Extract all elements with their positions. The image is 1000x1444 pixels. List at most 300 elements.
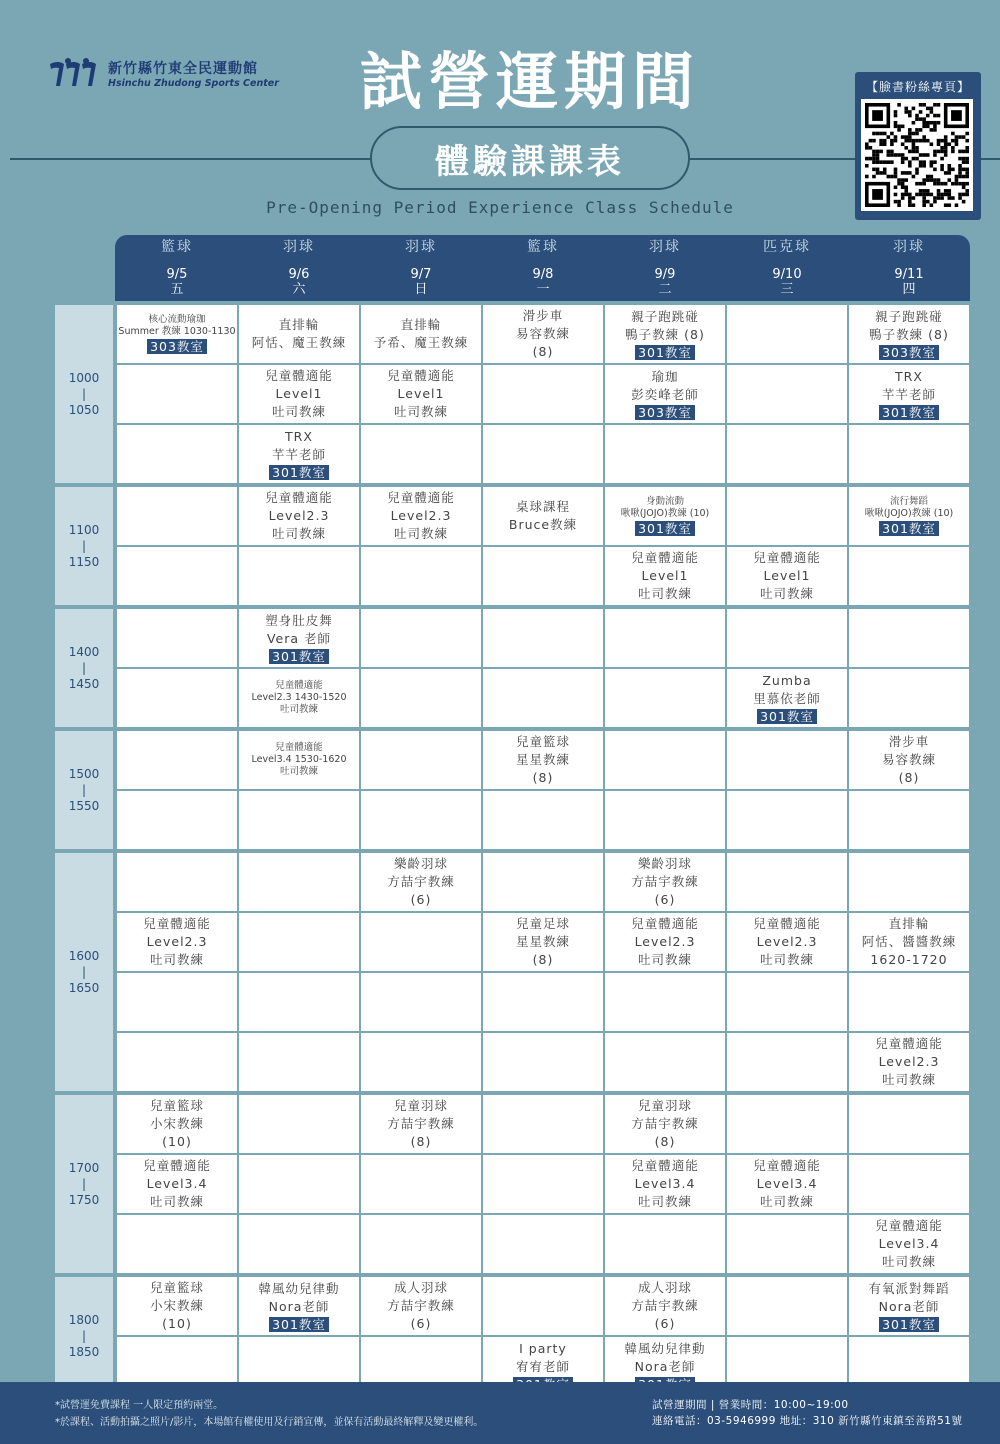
- class-cell[interactable]: [361, 1095, 481, 1153]
- time-start: 1100: [68, 523, 100, 537]
- class-cell[interactable]: [849, 365, 969, 423]
- class-cell[interactable]: [605, 305, 725, 363]
- class-cell[interactable]: [605, 487, 725, 545]
- empty-cell: [605, 731, 725, 789]
- time-end: 1750: [68, 1193, 100, 1207]
- time-separator: |: [81, 661, 87, 675]
- facebook-qr-panel: [855, 72, 981, 220]
- class-detail: Level2.3: [756, 934, 818, 949]
- class-name: I party: [519, 1341, 567, 1356]
- empty-cell: [849, 973, 969, 1031]
- class-detail: 吐司教練: [393, 526, 448, 541]
- empty-cell: [361, 731, 481, 789]
- empty-cell: [605, 425, 725, 483]
- empty-cell: [727, 973, 847, 1031]
- time-end: 1650: [68, 981, 100, 995]
- empty-cell: [361, 609, 481, 667]
- time-slot-label: [55, 487, 113, 605]
- class-detail: (8): [532, 952, 554, 967]
- empty-cell: [849, 669, 969, 727]
- class-cell[interactable]: [483, 305, 603, 363]
- class-cell[interactable]: [849, 487, 969, 545]
- class-detail: (8): [532, 770, 554, 785]
- time-start: 1000: [68, 371, 100, 385]
- class-cell[interactable]: [849, 305, 969, 363]
- time-end: 1450: [68, 677, 100, 691]
- date-label: [727, 267, 847, 297]
- class-name: 兒童體適能: [143, 1158, 211, 1173]
- date-label: [239, 267, 359, 297]
- class-detail: (10): [162, 1316, 192, 1331]
- time-end: 1050: [68, 403, 100, 417]
- empty-cell: [117, 1033, 237, 1091]
- footer: [0, 1382, 1000, 1444]
- class-detail: 芊芊老師: [881, 387, 936, 402]
- class-name: 滑步車: [888, 734, 930, 749]
- empty-cell: [361, 669, 481, 727]
- class-detail: 予希、魔王教練: [373, 335, 469, 350]
- class-cell[interactable]: [239, 731, 359, 789]
- date-value: 9/9: [654, 267, 676, 282]
- class-detail: 方喆宇教練: [631, 874, 699, 889]
- class-detail: 方喆宇教練: [631, 1298, 699, 1313]
- class-cell[interactable]: [361, 487, 481, 545]
- empty-cell: [849, 425, 969, 483]
- class-name: 兒童體適能: [631, 550, 699, 565]
- class-name: 兒童籃球: [149, 1280, 204, 1295]
- class-cell[interactable]: [117, 1277, 237, 1335]
- footer-contact: 連絡電話：03-5946999 地址：310 新竹縣竹東鎮至善路51號: [652, 1415, 963, 1427]
- empty-cell: [727, 1033, 847, 1091]
- class-detail: 吐司教練: [759, 1194, 814, 1209]
- class-cell[interactable]: [605, 1277, 725, 1335]
- class-name: 成人羽球: [393, 1280, 448, 1295]
- class-name: 樂齡羽球: [637, 856, 692, 871]
- empty-cell: [239, 913, 359, 971]
- empty-cell: [239, 1033, 359, 1091]
- class-detail: Level2.3: [878, 1054, 940, 1069]
- class-name: 兒童籃球: [515, 734, 570, 749]
- class-name: 兒童體適能: [753, 1158, 821, 1173]
- class-name: 兒童體適能: [265, 490, 333, 505]
- date-label: [605, 267, 725, 297]
- class-detail: 吐司教練: [637, 952, 692, 967]
- empty-cell: [361, 791, 481, 849]
- weekday-value: 日: [414, 282, 428, 297]
- time-separator: |: [81, 1177, 87, 1191]
- date-value: 9/5: [166, 267, 188, 282]
- page-title: 試營運期間: [360, 45, 701, 118]
- empty-cell: [239, 1215, 359, 1273]
- class-name: 成人羽球: [637, 1280, 692, 1295]
- class-cell[interactable]: [483, 913, 603, 971]
- date-label: [117, 267, 237, 297]
- class-name: 兒童體適能: [875, 1218, 943, 1233]
- class-name: 塑身肚皮舞: [265, 613, 333, 628]
- empty-cell: [117, 547, 237, 605]
- date-label: [483, 267, 603, 297]
- class-detail: (10): [162, 1134, 192, 1149]
- empty-cell: [239, 547, 359, 605]
- class-detail: (6): [654, 892, 676, 907]
- class-detail: 芊芊老師: [271, 447, 326, 462]
- class-detail: Level1: [275, 386, 323, 401]
- class-cell[interactable]: [605, 913, 725, 971]
- empty-cell: [483, 1095, 603, 1153]
- empty-cell: [239, 1155, 359, 1213]
- weekday-value: 二: [658, 282, 672, 297]
- time-separator: |: [81, 539, 87, 553]
- class-cell[interactable]: [849, 1215, 969, 1273]
- class-name: 親子跑跳碰: [875, 309, 943, 324]
- empty-cell: [483, 609, 603, 667]
- class-cell[interactable]: [727, 913, 847, 971]
- class-name: 兒童體適能: [631, 916, 699, 931]
- class-name: 桌球課程: [515, 499, 570, 514]
- footer-note-2: *於課程、活動拍攝之照片/影片，本場館有權使用及行銷宣傳，並保有活動最終解釋及變更權利。: [55, 1417, 484, 1428]
- empty-cell: [605, 669, 725, 727]
- empty-cell: [849, 1155, 969, 1213]
- qr-label: 【臉書粉絲專頁】: [865, 80, 970, 94]
- empty-cell: [727, 791, 847, 849]
- class-name: TRX: [285, 429, 313, 444]
- empty-cell: [727, 487, 847, 545]
- class-detail: (8): [898, 770, 920, 785]
- time-slot-label: [55, 305, 113, 483]
- class-detail: 鴨子教練 (8): [625, 327, 705, 342]
- class-name: 兒童體適能: [875, 1036, 943, 1051]
- class-name: 親子跑跳碰: [631, 309, 699, 324]
- weekday-value: 三: [780, 282, 794, 297]
- time-slot-label: [55, 731, 113, 849]
- class-cell[interactable]: [849, 1033, 969, 1091]
- class-cell[interactable]: [239, 425, 359, 483]
- empty-cell: [849, 609, 969, 667]
- class-detail: 易容教練: [515, 326, 570, 341]
- class-name: 兒童體適能: [753, 916, 821, 931]
- class-name: 韓風幼兒律動: [258, 1281, 340, 1296]
- date-value: 9/11: [894, 267, 924, 282]
- class-cell[interactable]: [239, 365, 359, 423]
- sport-label: 羽球: [405, 239, 437, 255]
- empty-cell: [361, 1155, 481, 1213]
- sport-label: 匹克球: [763, 239, 811, 255]
- class-detail: 吐司教練: [279, 704, 318, 715]
- footer-note-1: *試營運免費課程 一人限定預約兩堂。: [55, 1400, 224, 1411]
- class-detail: 吐司教練: [271, 404, 326, 419]
- time-start: 1400: [68, 645, 100, 659]
- class-detail: Level2.3 1430-1520: [251, 692, 347, 703]
- class-cell[interactable]: [605, 853, 725, 911]
- class-detail: 方喆宇教練: [387, 1116, 455, 1131]
- subtitle-pill: [370, 126, 690, 190]
- class-detail: 彭奕峰老師: [631, 387, 699, 402]
- room-badge: 301教室: [269, 649, 329, 664]
- class-name: 核心流動瑜珈: [148, 314, 206, 325]
- class-name: 身動流動: [645, 496, 684, 507]
- qr-code-icon[interactable]: [861, 99, 973, 211]
- class-cell[interactable]: [117, 1155, 237, 1213]
- empty-cell: [117, 425, 237, 483]
- class-cell[interactable]: [239, 669, 359, 727]
- time-end: 1550: [68, 799, 100, 813]
- class-detail: 方喆宇教練: [387, 874, 455, 889]
- time-start: 1500: [68, 767, 100, 781]
- class-detail: Nora老師: [878, 1299, 940, 1314]
- class-name: TRX: [895, 369, 923, 384]
- empty-cell: [361, 1215, 481, 1273]
- time-slot-label: [55, 853, 113, 1091]
- empty-cell: [727, 1215, 847, 1273]
- center-logo: [48, 56, 279, 90]
- class-detail: 方喆宇教練: [387, 1298, 455, 1313]
- class-cell[interactable]: [117, 1095, 237, 1153]
- time-separator: |: [81, 965, 87, 979]
- class-cell[interactable]: [605, 547, 725, 605]
- class-detail: (6): [654, 1316, 676, 1331]
- class-cell[interactable]: [361, 1277, 481, 1335]
- room-badge: 303教室: [879, 345, 939, 360]
- class-detail: 啾啾(JOJO)教練 (10): [864, 508, 954, 519]
- class-name: 兒童體適能: [753, 550, 821, 565]
- empty-cell: [727, 609, 847, 667]
- divider-left: [10, 158, 372, 160]
- empty-cell: [483, 1215, 603, 1273]
- class-detail: Level1: [763, 568, 811, 583]
- time-separator: |: [81, 1329, 87, 1343]
- sport-label: 籃球: [527, 239, 559, 255]
- class-name: 兒童體適能: [631, 1158, 699, 1173]
- class-name: 直排輪: [400, 317, 442, 332]
- class-name: 兒童體適能: [275, 680, 323, 691]
- room-badge: 301教室: [635, 521, 695, 536]
- english-title: Pre-Opening Period Experience Class Schedule: [266, 198, 734, 217]
- empty-cell: [727, 731, 847, 789]
- empty-cell: [727, 425, 847, 483]
- empty-cell: [483, 791, 603, 849]
- class-detail: 啾啾(JOJO)教練 (10): [620, 508, 710, 519]
- sport-label: 羽球: [649, 239, 681, 255]
- empty-cell: [727, 1095, 847, 1153]
- class-detail: (6): [410, 892, 432, 907]
- empty-cell: [605, 1033, 725, 1091]
- empty-cell: [117, 609, 237, 667]
- class-detail: (8): [532, 344, 554, 359]
- class-name: 滑步車: [522, 308, 564, 323]
- date-value: 9/7: [410, 267, 432, 282]
- class-detail: 阿恬、魔王教練: [251, 335, 347, 350]
- class-cell[interactable]: [361, 853, 481, 911]
- class-detail: Level1: [397, 386, 445, 401]
- class-cell[interactable]: [727, 547, 847, 605]
- room-badge: 301教室: [879, 1317, 939, 1332]
- class-detail: 星星教練: [515, 934, 570, 949]
- class-cell[interactable]: [605, 1155, 725, 1213]
- weekday-value: 六: [292, 282, 306, 297]
- class-cell[interactable]: [117, 913, 237, 971]
- class-name: 有氧派對舞蹈: [868, 1281, 950, 1296]
- class-detail: 吐司教練: [637, 1194, 692, 1209]
- sport-label: 籃球: [161, 239, 193, 255]
- class-name: Zumba: [762, 673, 812, 688]
- class-name: 直排輪: [888, 916, 930, 931]
- weekday-value: 一: [536, 282, 550, 297]
- room-badge: 301教室: [269, 1317, 329, 1332]
- class-cell[interactable]: [483, 487, 603, 545]
- class-name: 直排輪: [278, 317, 320, 332]
- class-detail: (8): [410, 1134, 432, 1149]
- room-badge: 301教室: [635, 345, 695, 360]
- date-value: 9/10: [772, 267, 802, 282]
- class-detail: 吐司教練: [149, 952, 204, 967]
- class-name: 兒童體適能: [143, 916, 211, 931]
- class-detail: Level3.4: [878, 1236, 940, 1251]
- empty-cell: [117, 669, 237, 727]
- class-name: 兒童體適能: [275, 742, 323, 753]
- empty-cell: [727, 853, 847, 911]
- weekday-value: 四: [902, 282, 916, 297]
- class-name: 瑜珈: [651, 369, 679, 384]
- class-detail: 吐司教練: [637, 586, 692, 601]
- class-cell[interactable]: [727, 669, 847, 727]
- empty-cell: [117, 973, 237, 1031]
- class-cell[interactable]: [361, 305, 481, 363]
- empty-cell: [483, 365, 603, 423]
- class-name: 兒童羽球: [637, 1098, 692, 1113]
- class-detail: 吐司教練: [759, 952, 814, 967]
- class-name: 流行舞蹈: [889, 496, 928, 507]
- empty-cell: [483, 973, 603, 1031]
- class-cell[interactable]: [605, 365, 725, 423]
- class-name: 兒童體適能: [387, 490, 455, 505]
- room-badge: 303教室: [147, 339, 207, 354]
- empty-cell: [605, 973, 725, 1031]
- class-cell[interactable]: [239, 487, 359, 545]
- class-detail: Level2.3: [390, 508, 452, 523]
- empty-cell: [483, 669, 603, 727]
- class-detail: 宥宥老師: [515, 1359, 570, 1374]
- empty-cell: [483, 425, 603, 483]
- class-detail: Level3.4: [146, 1176, 208, 1191]
- class-name: 兒童籃球: [149, 1098, 204, 1113]
- time-slot-label: [55, 1095, 113, 1273]
- class-detail: 吐司教練: [279, 766, 318, 777]
- class-detail: Level2.3: [268, 508, 330, 523]
- time-end: 1150: [68, 555, 100, 569]
- empty-cell: [483, 1277, 603, 1335]
- room-badge: 301教室: [269, 465, 329, 480]
- time-start: 1700: [68, 1161, 100, 1175]
- empty-cell: [727, 365, 847, 423]
- class-cell[interactable]: [727, 1155, 847, 1213]
- class-detail: Summer 教練 1030-1130: [118, 326, 236, 337]
- time-end: 1850: [68, 1345, 100, 1359]
- class-detail: Nora老師: [268, 1299, 330, 1314]
- class-cell[interactable]: [849, 913, 969, 971]
- class-detail: Level2.3: [634, 934, 696, 949]
- empty-cell: [117, 791, 237, 849]
- room-badge: 301教室: [757, 709, 817, 724]
- empty-cell: [117, 365, 237, 423]
- class-detail: 1620-1720: [870, 952, 948, 967]
- class-detail: Level1: [641, 568, 689, 583]
- class-cell[interactable]: [117, 305, 237, 363]
- class-detail: 里慕依老師: [753, 691, 821, 706]
- class-detail: 方喆宇教練: [631, 1116, 699, 1131]
- empty-cell: [239, 1095, 359, 1153]
- class-cell[interactable]: [605, 1095, 725, 1153]
- sport-label: 羽球: [283, 239, 315, 255]
- empty-cell: [483, 1155, 603, 1213]
- class-detail: 星星教練: [515, 752, 570, 767]
- class-detail: Level3.4 1530-1620: [251, 754, 347, 765]
- class-cell[interactable]: [849, 731, 969, 789]
- class-cell[interactable]: [239, 305, 359, 363]
- empty-cell: [361, 1033, 481, 1091]
- logo-mark-icon: [48, 56, 102, 90]
- class-name: 兒童體適能: [265, 368, 333, 383]
- time-slot-label: [55, 609, 113, 727]
- class-name: 兒童羽球: [393, 1098, 448, 1113]
- class-cell[interactable]: [361, 365, 481, 423]
- empty-cell: [361, 973, 481, 1031]
- room-badge: 301教室: [879, 521, 939, 536]
- empty-cell: [849, 1095, 969, 1153]
- empty-cell: [849, 547, 969, 605]
- class-detail: 吐司教練: [881, 1254, 936, 1269]
- empty-cell: [117, 487, 237, 545]
- class-detail: 吐司教練: [149, 1194, 204, 1209]
- date-label: [849, 267, 969, 297]
- empty-cell: [849, 853, 969, 911]
- subtitle: 體驗課課表: [435, 141, 625, 182]
- class-name: 韓風幼兒律動: [624, 1341, 706, 1356]
- class-cell[interactable]: [239, 1277, 359, 1335]
- class-name: 兒童足球: [515, 916, 570, 931]
- class-detail: (8): [654, 1134, 676, 1149]
- time-separator: |: [81, 783, 87, 797]
- weekday-value: 五: [170, 282, 184, 297]
- class-detail: 鴨子教練 (8): [869, 327, 949, 342]
- class-detail: Vera 老師: [266, 631, 332, 646]
- logo-chinese-name: 新竹縣竹東全民運動館: [108, 60, 258, 77]
- empty-cell: [849, 791, 969, 849]
- class-cell[interactable]: [239, 609, 359, 667]
- class-cell[interactable]: [483, 731, 603, 789]
- empty-cell: [605, 1215, 725, 1273]
- class-detail: (6): [410, 1316, 432, 1331]
- time-start: 1800: [68, 1313, 100, 1327]
- class-detail: 小宋教練: [149, 1116, 204, 1131]
- empty-cell: [361, 425, 481, 483]
- empty-cell: [117, 853, 237, 911]
- class-detail: Level3.4: [756, 1176, 818, 1191]
- empty-cell: [727, 305, 847, 363]
- class-cell[interactable]: [849, 1277, 969, 1335]
- class-detail: 吐司教練: [271, 526, 326, 541]
- class-detail: 易容教練: [881, 752, 936, 767]
- time-separator: |: [81, 387, 87, 401]
- time-start: 1600: [68, 949, 100, 963]
- date-value: 9/8: [532, 267, 554, 282]
- room-badge: 301教室: [879, 405, 939, 420]
- date-label: [361, 267, 481, 297]
- time-slot-label: [55, 1277, 113, 1395]
- empty-cell: [117, 731, 237, 789]
- class-detail: Bruce教練: [508, 517, 578, 532]
- empty-cell: [361, 547, 481, 605]
- empty-cell: [483, 853, 603, 911]
